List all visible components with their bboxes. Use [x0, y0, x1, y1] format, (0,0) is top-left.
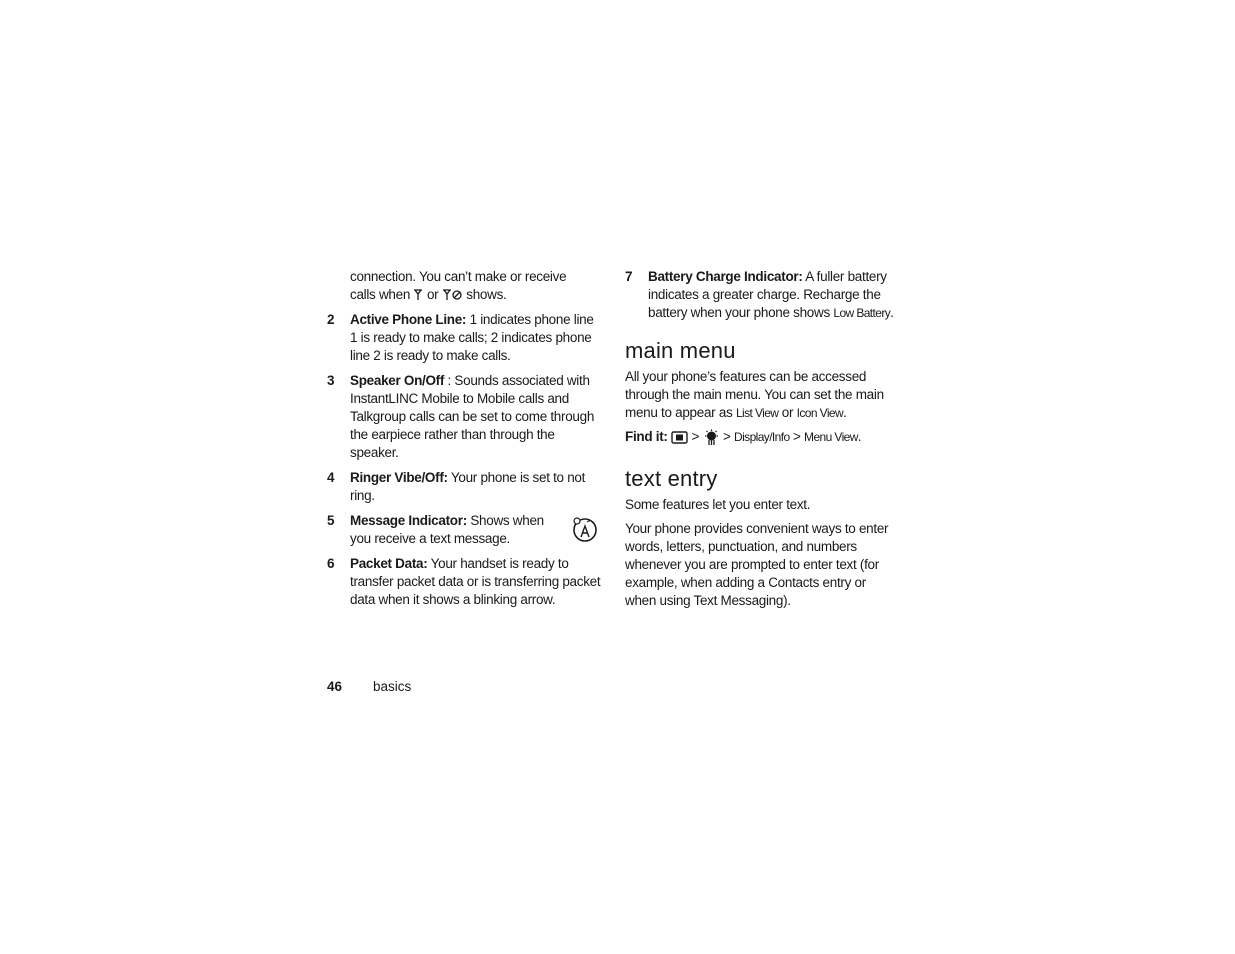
continuation-line-1: connection. You can’t make or receive [350, 269, 567, 284]
path-separator: > [793, 429, 801, 444]
path-separator: > [723, 429, 731, 444]
path-separator: > [691, 429, 700, 444]
item-end: . [890, 305, 894, 320]
continuation-line-2: calls when [350, 287, 411, 302]
item-text: 1 indicates phone line 1 is ready to make calls; 2 indicates phone line 2 is ready to make calls. [350, 312, 594, 363]
period: . [857, 429, 862, 444]
signal-icon [413, 289, 423, 301]
item-text: Your phone is set to not ring. [350, 470, 586, 503]
item-number: 5 [327, 513, 335, 528]
item-term: Packet Data: [350, 556, 428, 571]
main-menu-body [625, 368, 900, 422]
item-term: Speaker On/Off [350, 373, 445, 388]
continuation-or: or [426, 287, 439, 302]
icon-view-ui-text: Icon View [796, 406, 844, 420]
list-view-ui-text: List View [735, 406, 779, 420]
continuation-line-2-end: shows. [466, 287, 507, 302]
item-term: Active Phone Line: [350, 312, 467, 327]
text-entry-body: Your phone provides convenient ways to enter words, letters, punctuation, and numbers whenever you are prompted to enter text (for example, when adding a Contacts entry or when using Text Messaging). [625, 521, 889, 608]
no-signal-icon [442, 289, 463, 301]
left-column [327, 268, 602, 616]
text-entry-intro: Some features let you enter text. [625, 497, 811, 512]
settings-icon [703, 429, 720, 446]
list-item [625, 268, 900, 322]
item-text: Shows when you receive a text message. [350, 513, 544, 546]
item-term: Message Indicator: [350, 513, 467, 528]
find-it-path [625, 428, 900, 446]
main-menu-text: All your phone’s features can be accessed through the main menu. You can set the main menu to appear as [625, 369, 884, 420]
find-it-label: Find it: [625, 429, 668, 444]
right-column [625, 268, 900, 610]
main-menu-heading: main menu [625, 338, 736, 363]
list-item [327, 469, 602, 505]
item-number: 4 [327, 470, 335, 485]
text-entry-heading: text entry [625, 466, 718, 491]
item-term: Ringer Vibe/Off: [350, 470, 448, 485]
display-info-ui-text: Display/Info [734, 430, 790, 444]
item-text: Your handset is ready to transfer packet data or is transferring packet data when it shows a blinking arrow. [350, 556, 601, 607]
section-name: basics [373, 679, 412, 694]
or-text: or [778, 405, 797, 420]
item-number: 2 [327, 312, 335, 327]
item-text: A fuller battery indicates a greater charge. Recharge the battery when your phone shows [648, 269, 887, 320]
item-text: : Sounds associated with InstantLINC Mobile to Mobile calls and Talkgroup calls can be set to come through the earpiece rather than through the speaker. [350, 373, 595, 460]
page-number: 46 [327, 679, 343, 694]
low-battery-ui-text: Low Battery [833, 306, 891, 320]
menu-key-icon [671, 431, 688, 444]
list-item [327, 372, 602, 462]
item-number: 3 [327, 373, 335, 388]
list-item [327, 512, 602, 548]
list-item [327, 311, 602, 365]
item-term: Battery Charge Indicator: [648, 269, 803, 284]
network-feature-icon [572, 516, 598, 544]
list-item [327, 555, 602, 609]
continuation-text [327, 268, 602, 304]
item-number: 6 [327, 556, 335, 571]
item-number: 7 [625, 269, 633, 284]
menu-view-ui-text: Menu View [804, 430, 858, 444]
page-footer [327, 679, 412, 694]
period: . [843, 405, 847, 420]
